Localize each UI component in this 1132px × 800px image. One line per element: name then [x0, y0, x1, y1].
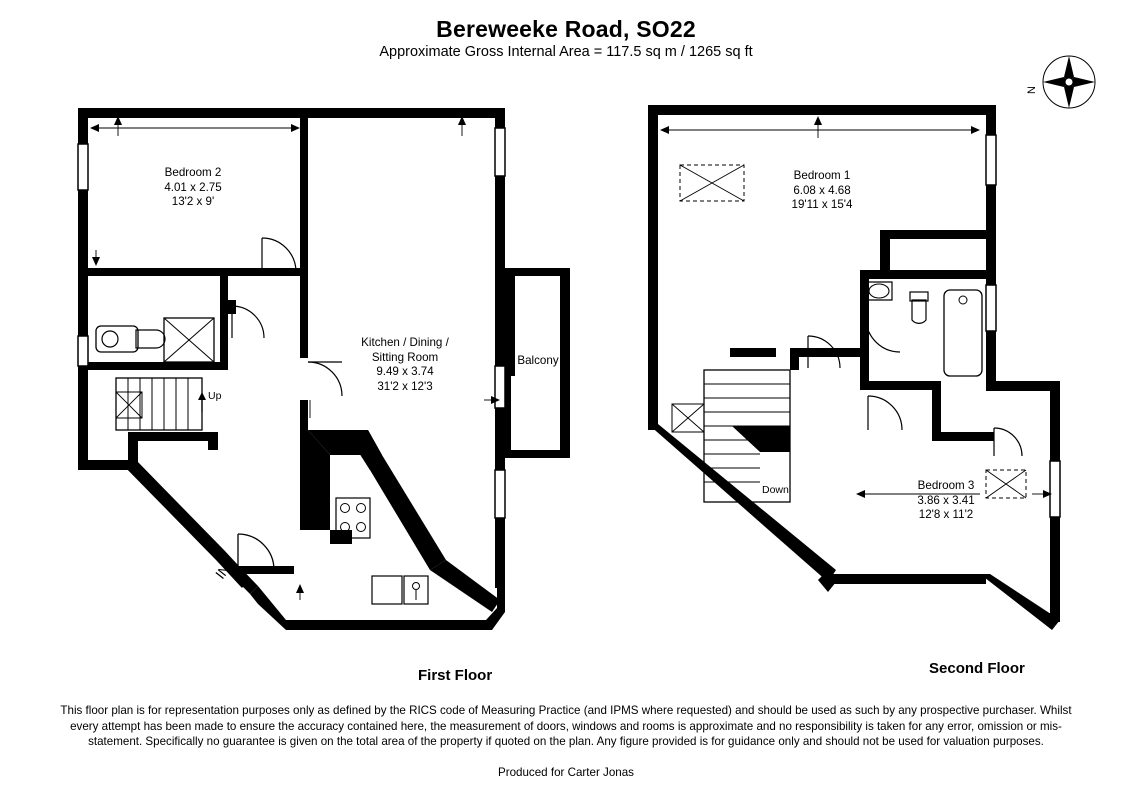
room-name-line2: Sitting Room	[371, 350, 439, 364]
room-dimensions-metric: 3.86 x 3.41	[917, 493, 975, 507]
room-name: Bedroom 1	[793, 169, 851, 182]
entrance-in-label: IN	[212, 560, 234, 582]
produced-for-text: Produced for Carter Jonas	[498, 766, 634, 779]
room-dimensions-imperial: 12'8 x 11'2	[918, 508, 974, 522]
room-label-bedroom-1	[760, 169, 884, 213]
room-dimensions-imperial: 13'2 x 9'	[171, 195, 215, 209]
compass-rose	[1043, 56, 1095, 108]
room-name: Bedroom 2	[164, 166, 222, 179]
room-dimensions-metric: 6.08 x 4.68	[793, 183, 851, 197]
room-name: Bedroom 3	[917, 479, 975, 492]
room-label-kitchen-dining-sitting	[330, 336, 480, 394]
room-dimensions-imperial: 31'2 x 12'3	[377, 379, 433, 393]
room-dimensions-metric: 9.49 x 3.74	[376, 365, 434, 379]
stair-direction-down-label: Down	[762, 484, 789, 496]
room-name: Balcony	[517, 354, 559, 367]
page-title: Bereweeke Road, SO22	[436, 16, 696, 42]
second-floor-title: Second Floor	[929, 660, 1025, 677]
room-label-bedroom-3	[888, 479, 1004, 523]
room-name-line1: Kitchen / Dining /	[361, 336, 449, 349]
stair-direction-up-label: Up	[208, 390, 222, 402]
room-label-balcony	[500, 354, 576, 369]
compass-north-label: N	[1026, 86, 1038, 94]
disclaimer-text: This floor plan is for representation purposes only as defined by the RICS code of Measuring Practice (and IPMS where requested) and should be used as such by any prospective purchaser. Whilst every attempt has been made to ensure the accuracy contained here, the measurement of doors, windows and rooms is approximate and no responsibility is taken for any error, omission or mis-statement. Specifically no guarantee is given on the total area of the property if quoted on the plan. Any figure provided is for guidance only and should not be used for valuation purposes.	[60, 704, 1072, 749]
room-dimensions-imperial: 19'11 x 15'4	[791, 198, 853, 212]
room-dimensions-metric: 4.01 x 2.75	[164, 180, 222, 194]
room-label-bedroom-2	[128, 166, 258, 210]
first-floor-title: First Floor	[418, 667, 493, 684]
page-subtitle: Approximate Gross Internal Area = 117.5 sq m / 1265 sq ft	[379, 44, 753, 60]
